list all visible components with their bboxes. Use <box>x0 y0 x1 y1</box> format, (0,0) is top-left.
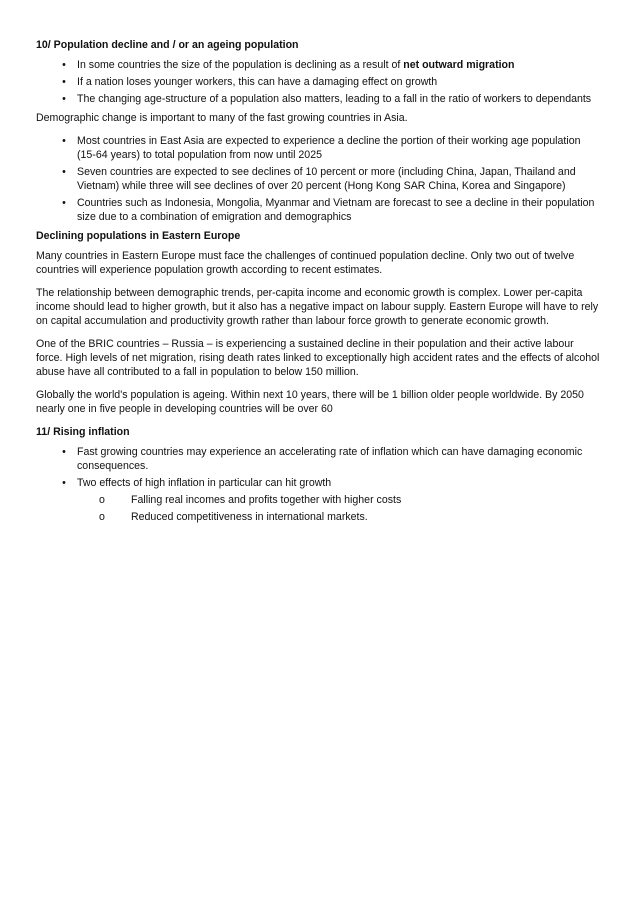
section-heading-inflation: 11/ Rising inflation <box>36 426 130 438</box>
list-item-text: Two effects of high inflation in particular can hit growth <box>77 477 332 489</box>
sub-list-item-text: Falling real incomes and profits together with higher costs <box>131 494 402 506</box>
list-item-text: Fast growing countries may experience an accelerating rate of inflation which can have damaging economic consequences. <box>77 446 583 472</box>
asia-intro-paragraph: Demographic change is important to many of the fast growing countries in Asia. <box>36 112 408 124</box>
paragraph: The relationship between demographic trends, per-capita income and economic growth is complex. Lower per-capita income should lead to higher growth, but it also has a negative impact on labour supply. Eastern Europe will have to rely on capital accumulation and productivity growth rather than labour force growth to generate economic growth. <box>36 287 599 327</box>
inflation-bullet-list <box>36 445 602 524</box>
bullet-icon: • <box>62 197 66 209</box>
inflation-sub-list <box>77 493 602 524</box>
paragraph: Globally the world's population is ageing. Within next 10 years, there will be 1 billion older people worldwide. By 2050 nearly one in five people in developing countries will be over 60 <box>36 389 584 415</box>
bullet-icon: • <box>62 477 66 489</box>
sub-list-item-text: Reduced competitiveness in international markets. <box>131 511 368 523</box>
list-item-emphasis: net outward migration <box>403 59 515 71</box>
list-item <box>36 165 602 193</box>
list-item-text: Most countries in East Asia are expected to experience a decline the portion of their working age population (15-64 years) to total population from now until 2025 <box>77 135 581 161</box>
paragraph: Many countries in Eastern Europe must face the challenges of continued population decline. Only two out of twelve countries will experience population growth according to recent estimates. <box>36 250 575 276</box>
circle-bullet-icon: o <box>99 511 105 523</box>
list-item <box>36 134 602 162</box>
list-item-text: Seven countries are expected to see declines of 10 percent or more (including China, Japan, Thailand and Vietnam) while three will see declines of over 20 percent (Hong Kong SAR China, Korea and Singapore) <box>77 166 576 192</box>
section-heading-population: 10/ Population decline and / or an ageing population <box>36 39 299 51</box>
bullet-icon: • <box>62 166 66 178</box>
list-item <box>36 58 602 72</box>
section-heading-eastern-europe: Declining populations in Eastern Europe <box>36 230 241 242</box>
sub-list-item <box>77 510 602 524</box>
list-item-text: The changing age-structure of a population also matters, leading to a fall in the ratio of workers to dependants <box>77 93 592 105</box>
document-page <box>36 38 602 529</box>
list-item <box>36 476 602 524</box>
sub-list-item <box>77 493 602 507</box>
list-item <box>36 196 602 224</box>
paragraph: One of the BRIC countries – Russia – is experiencing a sustained decline in their population and their active labour force. High levels of net migration, rising death rates linked to exceptionally high accident rates and the effects of alcohol abuse have all contributed to a fall in population to below 150 million. <box>36 338 600 378</box>
list-item <box>36 92 602 106</box>
list-item <box>36 75 602 89</box>
circle-bullet-icon: o <box>99 494 105 506</box>
bullet-icon: • <box>62 446 66 458</box>
population-bullet-list <box>36 58 602 106</box>
bullet-icon: • <box>62 135 66 147</box>
list-item-text: In some countries the size of the population is declining as a result of <box>77 59 404 71</box>
list-item-text: Countries such as Indonesia, Mongolia, Myanmar and Vietnam are forecast to see a decline in their population size due to a combination of emigration and demographics <box>77 197 595 223</box>
bullet-icon: • <box>62 76 66 88</box>
bullet-icon: • <box>62 59 66 71</box>
list-item-text: If a nation loses younger workers, this can have a damaging effect on growth <box>77 76 438 88</box>
asia-bullet-list <box>36 134 602 224</box>
bullet-icon: • <box>62 93 66 105</box>
list-item <box>36 445 602 473</box>
